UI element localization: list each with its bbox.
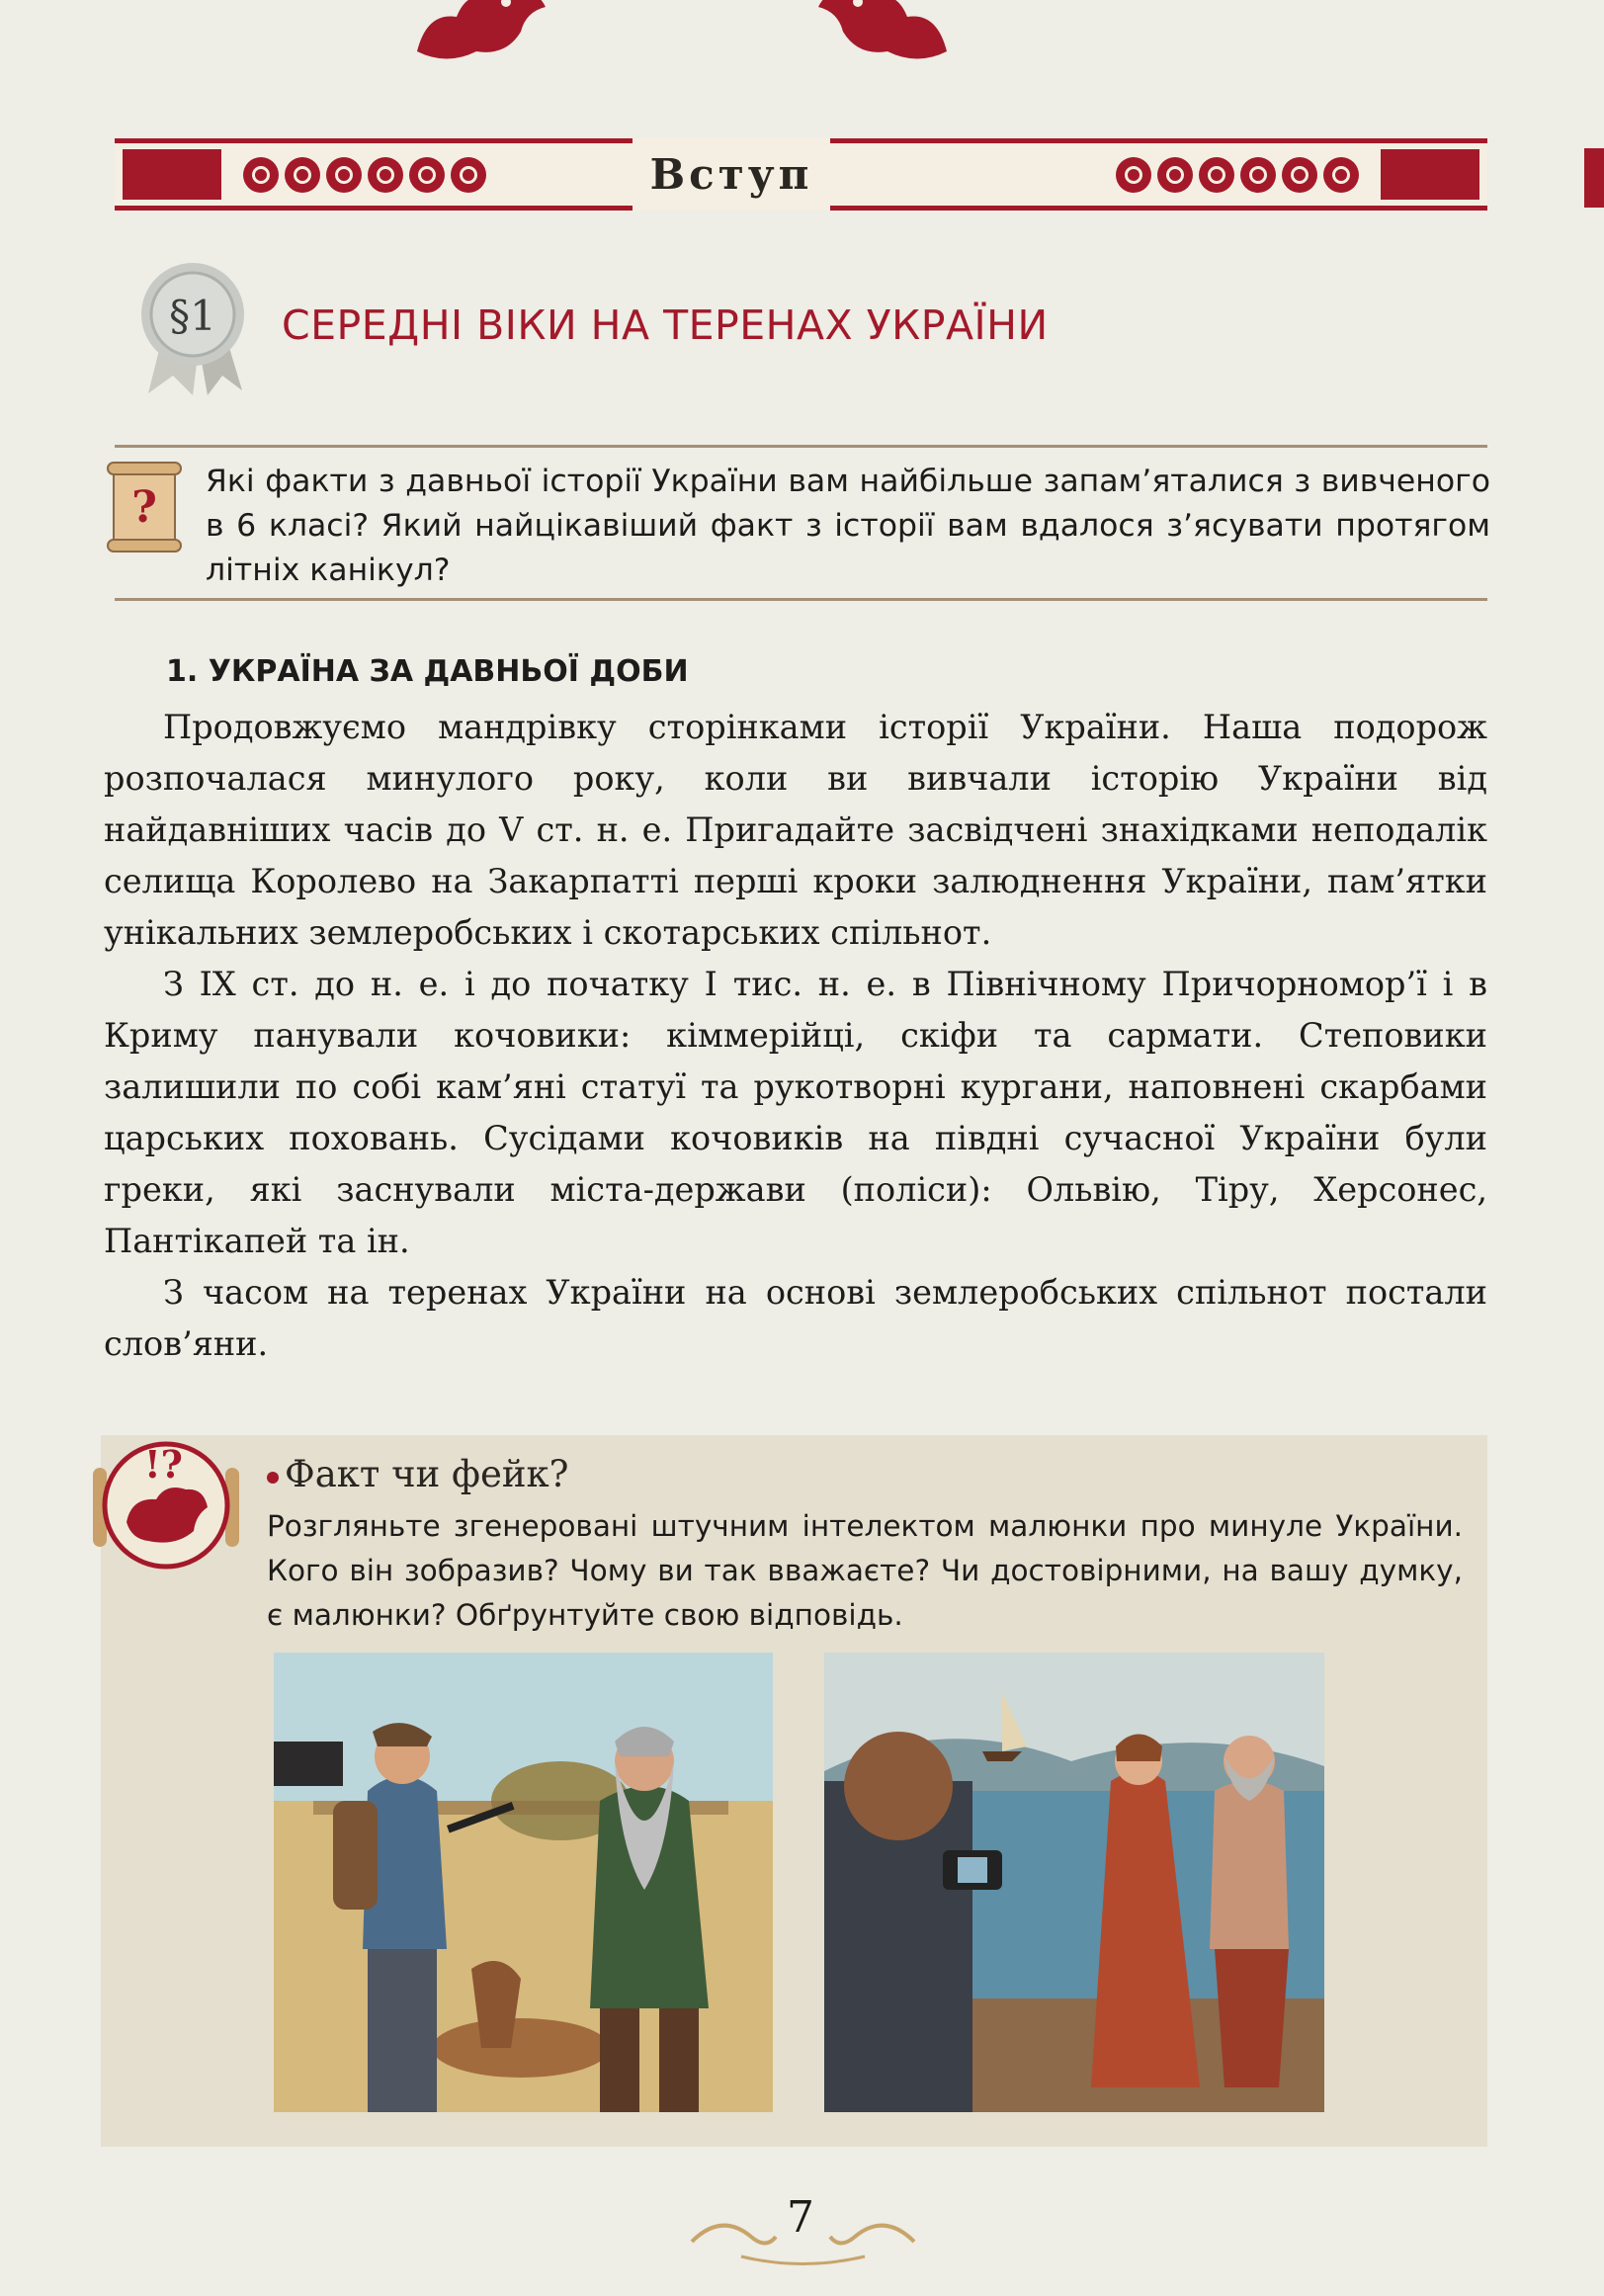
page-number: 7 [787,2192,814,2243]
question-text: Які факти з давньої історії України вам найбільше запам’яталися з вивченого в 6 класі? Який найцікавіший факт з історії вам вдалося з’ясувати протягом літніх канікул? [206,464,1490,588]
paragraph: З часом на теренах України на основі землеробських спільнот постали слов’яни. [104,1273,1487,1363]
fact-box-text: Розгляньте згенеровані штучним інтелектом малюнки про минуле України. Кого він зобразив? Чому ви так вважаєте? Чи достовірними, на вашу думку, є малюнки? Обґрунтуйте свою відповідь. [267,1509,1463,1632]
rosette-row-left [243,153,486,197]
svg-text:!?: !? [144,1442,183,1487]
question-rule-bottom [115,598,1487,601]
beast-ornament-right-icon [808,0,957,71]
fact-box-title-text: Факт чи фейк? [285,1453,569,1495]
fact-fake-emblem-icon [87,1428,245,1576]
subsection-heading: 1. УКРАЇНА ЗА ДАВНЬОЇ ДОБИ [166,654,689,689]
rosette-row-right [1116,153,1359,197]
header-title: Вступ [633,138,830,211]
edge-tab-marker [1584,148,1604,208]
paragraph: З IX ст. до н. е. і до початку I тис. н. е. в Північному Причорномор’ї і в Криму панували кочовики: кіммерійці, скіфи та сармати. Степовики залишили по собі кам’яні статуї та рукотворні кургани, наповнені скарбами царських поховань. Сусідами кочовиків на півдні сучасної України були греки, які заснували міста-держави (поліси): Ольвію, Тіру, Херсонес, Пантікапей та ін. [104,965,1487,1260]
bullet-dot-icon [267,1472,279,1484]
fact-box-title [267,1453,569,1495]
body-text [104,702,1487,1370]
ai-illustration-greek-coast [824,1653,1324,2112]
question-scroll-icon [104,457,185,555]
paragraph-seal-icon [138,247,247,395]
question-rule-top [115,445,1487,448]
section-title: СЕРЕДНІ ВІКИ НА ТЕРЕНАХ УКРАЇНИ [282,301,1049,349]
corner-ornament-right [1381,149,1479,200]
paragraph: Продовжуємо мандрівку сторінками історії України. Наша подорож розпочалася минулого року, коли ви вивчали історію України від найдавніших часів до V ст. н. е. Пригадайте засвідчені знахідками неподалік селища Королево на Закарпатті перші кроки залюднення України, пам’ятки унікальних землеробських і скотарських спільнот. [104,708,1487,952]
ai-illustration-steppe-interview [274,1653,773,2112]
svg-text:?: ? [131,482,157,533]
section-number: §1 [169,292,216,340]
corner-ornament-left [123,149,221,200]
beast-ornament-left-icon [407,0,555,71]
